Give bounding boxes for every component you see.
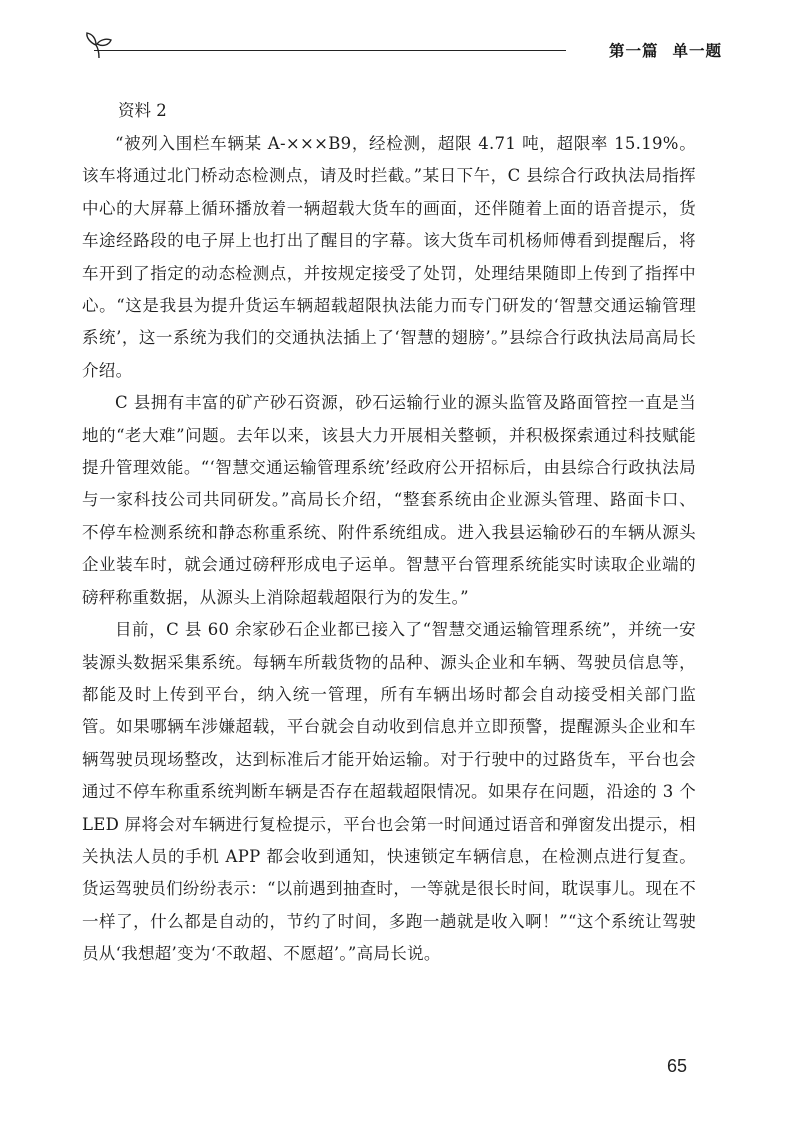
page-body (82, 98, 696, 971)
page-header (82, 22, 722, 82)
paragraph-1: “被列入围栏车辆某 A-×××B9，经检测，超限 4.71 吨，超限率 15.19%。该车将通过北门桥动态检测点，请及时拦截。”某日下午，C 县综合行政执法局指挥中心的大屏幕上循环播放着一辆超载大货车的画面，还伴随着上面的语音提示，货车途经路段的电子屏上也打出了醒目的字幕。该大货车司机杨师傅看到提醒后，将车开到了指定的动态检测点，并按规定接受了处罚，处理结果随即上传到了指挥中心。“这是我县为提升货运车辆超载超限执法能力而专门研发的‘智慧交通运输管理系统’，这一系统为我们的交通执法插上了‘智慧的翅膀’。”县综合行政执法局高局长介绍。 (82, 134, 696, 380)
paragraph-3: 目前，C 县 60 余家砂石企业都已接入了“智慧交通运输管理系统”，并统一安装源头数据采集系统。每辆车所载货物的品种、源头企业和车辆、驾驶员信息等，都能及时上传到平台，纳入统一管理，所有车辆出场时都会自动接受相关部门监管。如果哪辆车涉嫌超载，平台就会自动收到信息并立即预警，提醒源头企业和车辆驾驶员现场整改，达到标准后才能开始运输。对于行驶中的过路货车，平台也会通过不停车称重系统判断车辆是否存在超载超限情况。如果存在问题，沿途的 3 个 LED 屏将会对车辆进行复检提示，平台也会第一时间通过语音和弹窗发出提示，相关执法人员的手机 APP 都会收到通知，快速锁定车辆信息，在检测点进行复查。货运驾驶员们纷纷表示：“以前遇到抽查时，一等就是很长时间，耽误事儿。现在不一样了，什么都是自动的，节约了时间，多跑一趟就是收入啊！”“这个系统让驾驶员从‘我想超’变为‘不敢超、不愿超’。”高局长说。 (82, 620, 696, 964)
paragraph-2: C 县拥有丰富的矿产砂石资源，砂石运输行业的源头监管及路面管控一直是当地的“老大难”问题。去年以来，该县大力开展相关整顿，并积极探索通过科技赋能提升管理效能。“‘智慧交通运输管理系统’经政府公开招标后，由县综合行政执法局与一家科技公司共同研发。”高局长介绍，“整套系统由企业源头管理、路面卡口、不停车检测系统和静态称重系统、附件系统组成。进入我县运输砂石的车辆从源头企业装车时，就会通过磅秤形成电子运单。智慧平台管理系统能实时读取企业端的磅秤称重数据，从源头上消除超载超限行为的发生。” (82, 393, 696, 607)
page-number: 65 (667, 1056, 688, 1076)
section-title: 资料 2 (118, 101, 167, 120)
header-rule (94, 50, 566, 51)
header-part: 第一篇 (608, 42, 659, 60)
header-title (609, 39, 722, 61)
header-chapter: 单一题 (672, 42, 722, 60)
sprout-icon (82, 28, 116, 62)
